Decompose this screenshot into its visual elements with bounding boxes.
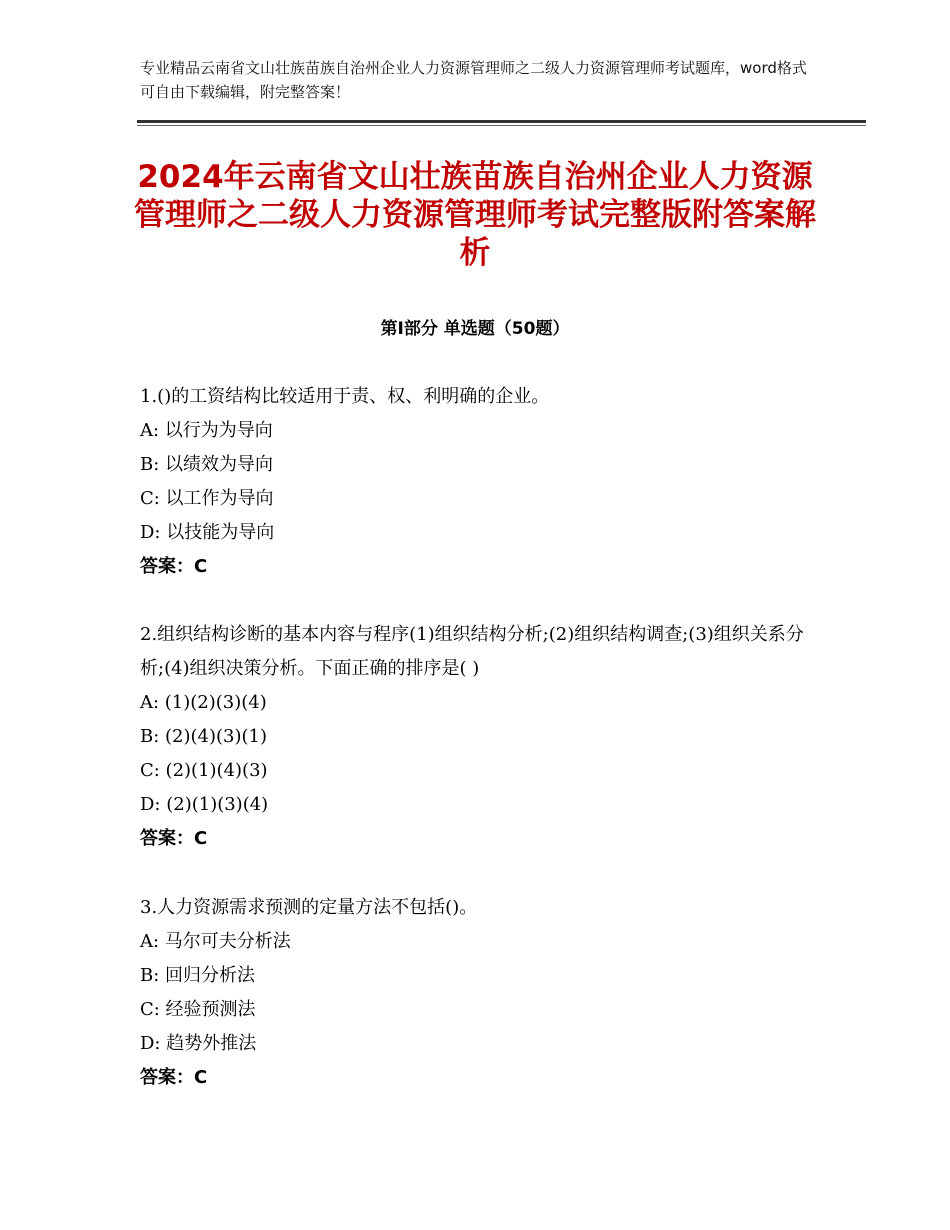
option-b: B: (2)(4)(3)(1)	[140, 726, 268, 747]
option-a: A: (1)(2)(3)(4)	[140, 692, 267, 713]
option-b: B: 回归分析法	[140, 965, 256, 986]
question-2	[140, 618, 820, 856]
option-c: C: (2)(1)(4)(3)	[140, 760, 268, 781]
answer: 答案：C	[140, 556, 208, 577]
answer: 答案：C	[140, 828, 208, 849]
header-divider-thin	[137, 125, 866, 126]
option-b: B: 以绩效为导向	[140, 454, 274, 475]
option-d: D: 趋势外推法	[140, 1033, 257, 1054]
option-a: A: 以行为为导向	[140, 420, 273, 441]
document-title: 2024年云南省文山壮族苗族自治州企业人力资源管理师之二级人力资源管理师考试完整版附答案解析	[134, 159, 816, 271]
question-1	[140, 380, 820, 584]
header-divider-thick	[137, 120, 866, 123]
question-3	[140, 891, 820, 1095]
option-a: A: 马尔可夫分析法	[140, 931, 291, 952]
section-title: 第Ⅰ部分 单选题（50题）	[380, 319, 570, 339]
option-d: D: 以技能为导向	[140, 522, 275, 543]
question-stem: 1.()的工资结构比较适用于责、权、利明确的企业。	[140, 386, 550, 407]
header-note: 专业精品云南省文山壮族苗族自治州企业人力资源管理师之二级人力资源管理师考试题库，word格式可自由下载编辑，附完整答案！	[140, 59, 807, 101]
option-c: C: 经验预测法	[140, 999, 256, 1020]
question-stem: 3.人力资源需求预测的定量方法不包括()。	[140, 897, 478, 918]
option-d: D: (2)(1)(3)(4)	[140, 794, 269, 815]
option-c: C: 以工作为导向	[140, 488, 274, 509]
question-stem: 2.组织结构诊断的基本内容与程序(1)组织结构分析;(2)组织结构调查;(3)组织关系分析;(4)组织决策分析。下面正确的排序是( )	[140, 624, 804, 679]
answer: 答案：C	[140, 1067, 208, 1088]
